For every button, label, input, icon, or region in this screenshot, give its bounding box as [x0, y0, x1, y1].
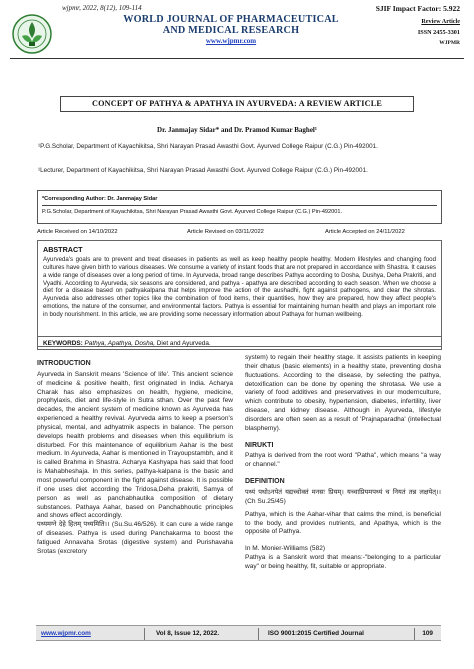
affiliation-2: ¹Lecturer, Department of Kayachikitsa, Shri Narayan Prasad Awasthi Govt. Ayurved College Raipur (C.G.) Pin-492001.: [38, 167, 368, 174]
keywords-label: KEYWORDS:: [43, 340, 83, 347]
introduction-text: Ayurveda in Sanskrit means 'Science of life'. This ancient science of medicine & positive health, first originated in India. Acharya Charak has also emphasizes on health, hygiene, medicine, prophylaxis, diet and life-style in Sutra sthan. Over the past few decades, the ancient system of medicine known as Ayurveda has experienced a healthy revival. Ayurveda aims to keep a pserson's physical, mental, and adhyatmik aspects in balance. The person develops health problems and diseases when this equilibrium is disturbed. For this maintenance of equilibrium Aahar is the best medium. In Ayurveda, Aahar is mentioned in Trayoupstambh, and it is called Brahma in Shastra. Acharya Kashyapa has said that food is Mahabheshaja. In this series, pathya-kalpana is the basic and most powerful component in the fight against disease. It is possible if one uses diet according the Tridosa,Deha prakriti, Samya of person as well as panchabhautika composition of dietary substances. Pathaya Aahar, based on Panchabhoutic principles and shows effect accordingly.: [37, 370, 233, 520]
footer-volume: Vol 8, Issue 12, 2022.: [156, 630, 220, 637]
left-column: [37, 360, 233, 557]
footer-separator: [258, 628, 259, 640]
journal-name: [96, 14, 366, 36]
abstract-heading: ABSTRACT: [43, 245, 83, 254]
keywords-box: [37, 336, 442, 350]
received-date: Article Received on 14/10/2022: [37, 229, 118, 235]
authors: Dr. Janmajay Sidar* and Dr. Pramod Kumar Baghel¹: [157, 126, 317, 134]
monier-williams-text: Pathya is a Sanskrit word that means:-"belonging to a particular way" or being healthy, fit, suitable or appropriate.: [245, 554, 441, 570]
definition-heading: DEFINITION: [245, 478, 285, 486]
article-title: CONCEPT OF PATHYA & APATHYA IN AYURVEDA: A REVIEW ARTICLE: [60, 96, 414, 112]
abstract-box: [37, 240, 442, 347]
accepted-date: Article Accepted on 24/11/2022: [325, 229, 405, 235]
monier-williams-ref: In M. Monier-Williams (582): [245, 545, 326, 553]
journal-abbrev: WJPMR: [439, 40, 460, 46]
right-column: [245, 354, 441, 572]
nirukti-text: Pathya is derived from the root word "Patha", which means "a way or channel.": [245, 452, 441, 469]
corresponding-divider: [42, 205, 437, 206]
revised-date: Article Revised on 03/11/2022: [187, 229, 264, 235]
header-divider: [10, 58, 464, 59]
corresponding-author-box: [37, 190, 442, 224]
journal-info-box: [388, 16, 460, 49]
introduction-heading: INTRODUCTION: [37, 360, 91, 367]
article-dates: [37, 229, 442, 238]
footer-separator: [144, 628, 145, 640]
definition-text: Pathya, which is the Aahar-vihar that calms the mind, is beneficial to the body, and provides nutrients, and Apathya, which is the opposite of Pathya.: [245, 510, 441, 536]
footer-iso: ISO 9001:2015 Certified Journal: [268, 630, 364, 637]
journal-name-line2: AND MEDICAL RESEARCH: [162, 25, 300, 36]
keywords-text: Pathya, Apathya, Dosha,: [84, 340, 156, 347]
article-type: Review Article: [421, 18, 460, 25]
citation: wjpmr, 2022, 8(12), 109-114: [62, 4, 142, 12]
journal-name-line1: WORLD JOURNAL OF PHARMACEUTICAL: [123, 14, 339, 25]
issn: ISSN 2455-3301: [417, 29, 460, 36]
page-number: 109: [422, 630, 433, 637]
corresponding-author-label: *Corresponding Author: Dr. Janmajay Sidar: [42, 196, 158, 202]
abstract-text: Ayurveda's goals are to prevent and treat diseases in patients as well as keep healthy people healthy. Modern lifestyles and changing food cultures have given birth to various diseases. We consume a variety of instant foods that are not prepared in accordance with Shastra. It causes a wide range of diseases over a long period of time. In Ayurveda, broad range describes Pathya according to Dosha, Dushya, Deha Prakriti, and Vyadhi. According to Ayurveda, six seasons are considered, and pathya - apathya are described according to each season. When we choose a diet for a disease based on pathyakalpana that helps improve the action of the aushadhi, fight against pathogens, and clear the shrotas. Ayurveda also addresses other topics like the combination of food items, their quantities, how they are prepared, how they affect people's emotions, the nature of the consumer, and environmental factors. Pathya is essential for maintaining human health and plays an important role in body nourishment. In this article, we are providing some necessary information about Pathaya for human wellbeing.: [43, 256, 436, 318]
introduction-sanskrit: पथ्यमग्ने देहे हितम् पथ्यमिति।। (Su.Su.46/526). It can cure a wide range of diseases. Pathya is used during Panchakarma to boost the fatigued Annavaha Srotas (digestive system) and Purishavaha Srotas (excretory: [37, 521, 233, 555]
definition-sanskrit: पथ्यं पथोऽनपेतं यद्यच्चोक्तं मनसः प्रियम्। यच्चाप्रियमपथ्यं च नियतं तन्न लक्षयेत्।। (Ch Su.25/45): [245, 488, 441, 505]
journal-url-link[interactable]: www.wjpmr.com: [205, 37, 257, 45]
journal-logo-icon: [12, 14, 52, 54]
footer-url-link[interactable]: www.wjpmr.com: [41, 630, 91, 637]
nirukti-heading: NIRUKTI: [245, 441, 274, 449]
impact-factor: SJIF Impact Factor: 5.922: [375, 4, 460, 13]
corresponding-author-detail: P.G.Scholar, Department of Kayachikitsa, Shri Narayan Prasad Awasthi Govt. Ayurved College Raipur (C.G.) Pin-492001.: [42, 209, 343, 215]
page-header: [0, 0, 474, 62]
keywords-tail: Diet and Ayurveda.: [156, 340, 211, 347]
footer-separator: [414, 628, 415, 640]
affiliation-1: ¹P.G.Scholar, Department of Kayachikitsa, Shri Narayan Prasad Awasthi Govt. Ayurved College Raipur (C.G.) Pin-492001.: [38, 143, 378, 150]
page-footer: [36, 625, 441, 641]
right-column-text: system) to regain their healthy stage. It assists patients in keeping their dhatus (basic elements) in a healthy state, preventing dosha fluctuations. According to the disease, by selecting the pathya, detoxification can be done by opening the shrotasa. We use a variety of food additives and preservatives in our modernculture, which contribute to obesity, hypertension, diabetes, infertility, liver disease, and kidney disease. Although in Ayurveda, lifestyle disorders are often seen as a result of 'Prajnaparadha' (intellectual blasphemy).: [245, 354, 441, 432]
